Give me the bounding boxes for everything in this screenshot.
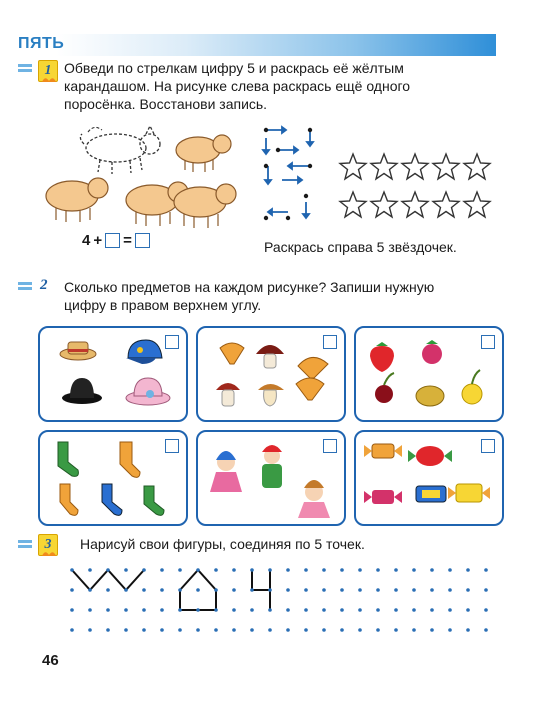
- grid-dot[interactable]: [340, 628, 344, 632]
- raspberry-icon: [422, 340, 442, 364]
- star-icon: [464, 192, 490, 217]
- cherry-icon: [462, 370, 482, 404]
- grid-dot[interactable]: [160, 568, 164, 572]
- grid-dot[interactable]: [412, 628, 416, 632]
- star-icon: [433, 154, 459, 179]
- star-icon: [402, 154, 428, 179]
- task-3-text: Нарисуй свои фигуры, соединяя по 5 точек.: [80, 536, 365, 552]
- grid-dot[interactable]: [430, 608, 434, 612]
- grid-dot[interactable]: [232, 608, 236, 612]
- grid-dot[interactable]: [232, 568, 236, 572]
- grid-dot[interactable]: [70, 588, 74, 592]
- grid-dot[interactable]: [196, 628, 200, 632]
- grid-dot[interactable]: [142, 568, 146, 572]
- pig-outline-dashed-small: [88, 127, 102, 132]
- grid-dot[interactable]: [286, 588, 290, 592]
- black-hat-icon: [62, 378, 102, 404]
- grid-dot[interactable]: [232, 628, 236, 632]
- stars-caption: Раскрась справа 5 звёздочек.: [264, 239, 457, 255]
- grid-dot[interactable]: [484, 588, 488, 592]
- grid-dot[interactable]: [70, 568, 74, 572]
- candy-icon: [448, 484, 490, 502]
- task-number-badge: 3: [38, 534, 58, 556]
- sock-icon: [58, 442, 78, 476]
- grid-dot[interactable]: [466, 608, 470, 612]
- grid-dot[interactable]: [106, 588, 110, 592]
- grid-dot[interactable]: [160, 628, 164, 632]
- grid-dot[interactable]: [376, 588, 380, 592]
- grid-dot[interactable]: [250, 628, 254, 632]
- grid-dot[interactable]: [250, 568, 254, 572]
- star-icon: [433, 192, 459, 217]
- grid-dot[interactable]: [124, 608, 128, 612]
- white-mushroom-icon: [256, 345, 284, 368]
- socks-picture: [40, 432, 190, 528]
- grid-dot[interactable]: [214, 628, 218, 632]
- boletus-icon: [258, 384, 284, 406]
- grid-dot[interactable]: [466, 568, 470, 572]
- grid-dot[interactable]: [448, 608, 452, 612]
- task-number-badge: 1: [38, 60, 58, 82]
- dot-grid[interactable]: [64, 564, 504, 640]
- grid-dot[interactable]: [106, 568, 110, 572]
- grid-dot[interactable]: [196, 568, 200, 572]
- grid-dot[interactable]: [142, 628, 146, 632]
- pig-colored: [46, 178, 108, 222]
- grid-dot[interactable]: [286, 568, 290, 572]
- grid-dot[interactable]: [448, 568, 452, 572]
- grid-dot[interactable]: [394, 568, 398, 572]
- candies-picture: [356, 432, 506, 528]
- grid-dot[interactable]: [304, 568, 308, 572]
- grid-dot[interactable]: [232, 588, 236, 592]
- card-hats: [38, 326, 188, 422]
- grid-dot[interactable]: [178, 588, 182, 592]
- grid-dot[interactable]: [466, 628, 470, 632]
- card-candies: [354, 430, 504, 526]
- candy-icon: [364, 490, 402, 504]
- star-icon: [371, 154, 397, 179]
- chanterelle-icon: [296, 378, 324, 400]
- grid-dot[interactable]: [286, 608, 290, 612]
- grid-dot[interactable]: [376, 608, 380, 612]
- card-socks: [38, 430, 188, 526]
- grid-dot[interactable]: [178, 628, 182, 632]
- sample-figure-zigzag: [72, 570, 144, 590]
- sock-icon: [102, 484, 122, 515]
- page-number: 46: [42, 652, 59, 669]
- pig-colored: [174, 184, 236, 228]
- butterfly-icon: [40, 549, 58, 557]
- star-icon: [402, 192, 428, 217]
- grid-dot[interactable]: [358, 628, 362, 632]
- fruits-picture: [356, 328, 506, 424]
- grid-dot[interactable]: [304, 608, 308, 612]
- task-1-text: Обведи по стрелкам цифру 5 и раскрась её жёлтым карандашом. На рисунке слева раскрась ещё одного поросёнка. Восстанови запись.: [64, 60, 411, 112]
- chanterelle-icon: [298, 357, 328, 378]
- grid-dot[interactable]: [412, 568, 416, 572]
- grid-dot[interactable]: [286, 628, 290, 632]
- grid-dot[interactable]: [250, 608, 254, 612]
- grid-dot[interactable]: [88, 628, 92, 632]
- strawberry-icon: [370, 342, 394, 372]
- grid-dot[interactable]: [376, 628, 380, 632]
- grid-dot[interactable]: [178, 568, 182, 572]
- grid-dot[interactable]: [484, 608, 488, 612]
- candy-icon: [364, 444, 402, 458]
- grid-dot[interactable]: [448, 588, 452, 592]
- clown-icon: [262, 445, 282, 488]
- grid-dot[interactable]: [142, 588, 146, 592]
- equation-result-box[interactable]: [135, 233, 150, 248]
- grid-dot[interactable]: [304, 588, 308, 592]
- grid-dot[interactable]: [70, 608, 74, 612]
- doll-icon: [210, 451, 242, 492]
- side-marks: [18, 540, 32, 552]
- cherry-icon: [375, 373, 394, 403]
- star-icon: [340, 154, 366, 179]
- stars-grid[interactable]: [338, 152, 494, 222]
- grid-dot[interactable]: [304, 628, 308, 632]
- grid-dot[interactable]: [88, 568, 92, 572]
- grid-dot[interactable]: [250, 588, 254, 592]
- grid-dot[interactable]: [322, 628, 326, 632]
- grid-dot[interactable]: [340, 588, 344, 592]
- pig-outline-dashed: [80, 126, 160, 174]
- grid-dot[interactable]: [268, 588, 272, 592]
- grid-dot[interactable]: [430, 588, 434, 592]
- pigs-illustration: [40, 122, 245, 230]
- grid-dot[interactable]: [214, 588, 218, 592]
- equation: [82, 232, 150, 249]
- grid-dot[interactable]: [322, 608, 326, 612]
- sample-figure-four: [252, 570, 270, 610]
- grid-dot[interactable]: [412, 588, 416, 592]
- grid-dot[interactable]: [106, 628, 110, 632]
- grid-dot[interactable]: [322, 568, 326, 572]
- grid-dot[interactable]: [394, 628, 398, 632]
- grid-dot[interactable]: [160, 588, 164, 592]
- grid-dot[interactable]: [358, 568, 362, 572]
- equation-number: 4: [82, 232, 91, 249]
- pig-colored: [176, 135, 231, 172]
- doll-icon: [298, 480, 330, 518]
- grid-dot[interactable]: [268, 568, 272, 572]
- dolls-picture: [198, 432, 348, 528]
- grid-dot[interactable]: [214, 568, 218, 572]
- star-icon: [340, 192, 366, 217]
- pink-hat-icon: [126, 378, 170, 405]
- grid-dot[interactable]: [178, 608, 182, 612]
- grid-dot[interactable]: [268, 608, 272, 612]
- grid-dot[interactable]: [214, 608, 218, 612]
- grid-dot[interactable]: [88, 588, 92, 592]
- grid-dot[interactable]: [412, 608, 416, 612]
- grid-dot[interactable]: [340, 608, 344, 612]
- grid-dot[interactable]: [430, 568, 434, 572]
- hats-picture: [40, 328, 190, 424]
- grid-dot[interactable]: [484, 568, 488, 572]
- sock-icon: [144, 486, 164, 515]
- sock-icon: [120, 442, 140, 477]
- side-marks: [18, 64, 32, 76]
- butterfly-icon: [40, 75, 58, 83]
- grid-dot[interactable]: [358, 608, 362, 612]
- grid-dot[interactable]: [196, 588, 200, 592]
- equation-blank-box[interactable]: [105, 233, 120, 248]
- grid-dot[interactable]: [376, 568, 380, 572]
- task-2-text: Сколько предметов на каждом рисунке? Запиши нужную цифру в правом верхнем углу.: [64, 279, 435, 313]
- grid-dot[interactable]: [88, 608, 92, 612]
- grid-dot[interactable]: [142, 608, 146, 612]
- grid-dot[interactable]: [430, 628, 434, 632]
- white-mushroom-icon: [216, 383, 240, 406]
- grid-dot[interactable]: [70, 628, 74, 632]
- star-icon: [464, 154, 490, 179]
- grid-dot[interactable]: [160, 608, 164, 612]
- plus-sign: +: [93, 232, 103, 249]
- task-number: 2: [40, 277, 48, 293]
- candy-icon: [408, 446, 452, 466]
- grid-dot[interactable]: [124, 568, 128, 572]
- plum-icon: [416, 386, 444, 406]
- grid-dot[interactable]: [448, 628, 452, 632]
- grid-dot[interactable]: [124, 588, 128, 592]
- grid-dot[interactable]: [394, 588, 398, 592]
- chanterelle-icon: [220, 343, 244, 364]
- grid-dot[interactable]: [358, 588, 362, 592]
- page-title: ПЯТЬ: [18, 35, 65, 52]
- card-mushrooms: [196, 326, 346, 422]
- digit-5-tracing[interactable]: [258, 124, 330, 224]
- grid-dot[interactable]: [484, 628, 488, 632]
- grid-dot[interactable]: [196, 608, 200, 612]
- cap-icon: [126, 340, 162, 364]
- card-dolls: [196, 430, 346, 526]
- straw-hat-icon: [60, 342, 96, 360]
- grid-dot[interactable]: [124, 628, 128, 632]
- candy-icon: [416, 486, 446, 502]
- grid-dot[interactable]: [466, 588, 470, 592]
- equals-sign: =: [123, 232, 132, 249]
- header-bar: [18, 34, 496, 56]
- mushrooms-picture: [198, 328, 348, 424]
- grid-dot[interactable]: [322, 588, 326, 592]
- card-fruits: [354, 326, 504, 422]
- grid-dot[interactable]: [340, 568, 344, 572]
- grid-dot[interactable]: [268, 628, 272, 632]
- star-icon: [371, 192, 397, 217]
- side-marks: [18, 282, 32, 294]
- grid-dot[interactable]: [106, 608, 110, 612]
- grid-dot[interactable]: [394, 608, 398, 612]
- sock-icon: [60, 484, 78, 515]
